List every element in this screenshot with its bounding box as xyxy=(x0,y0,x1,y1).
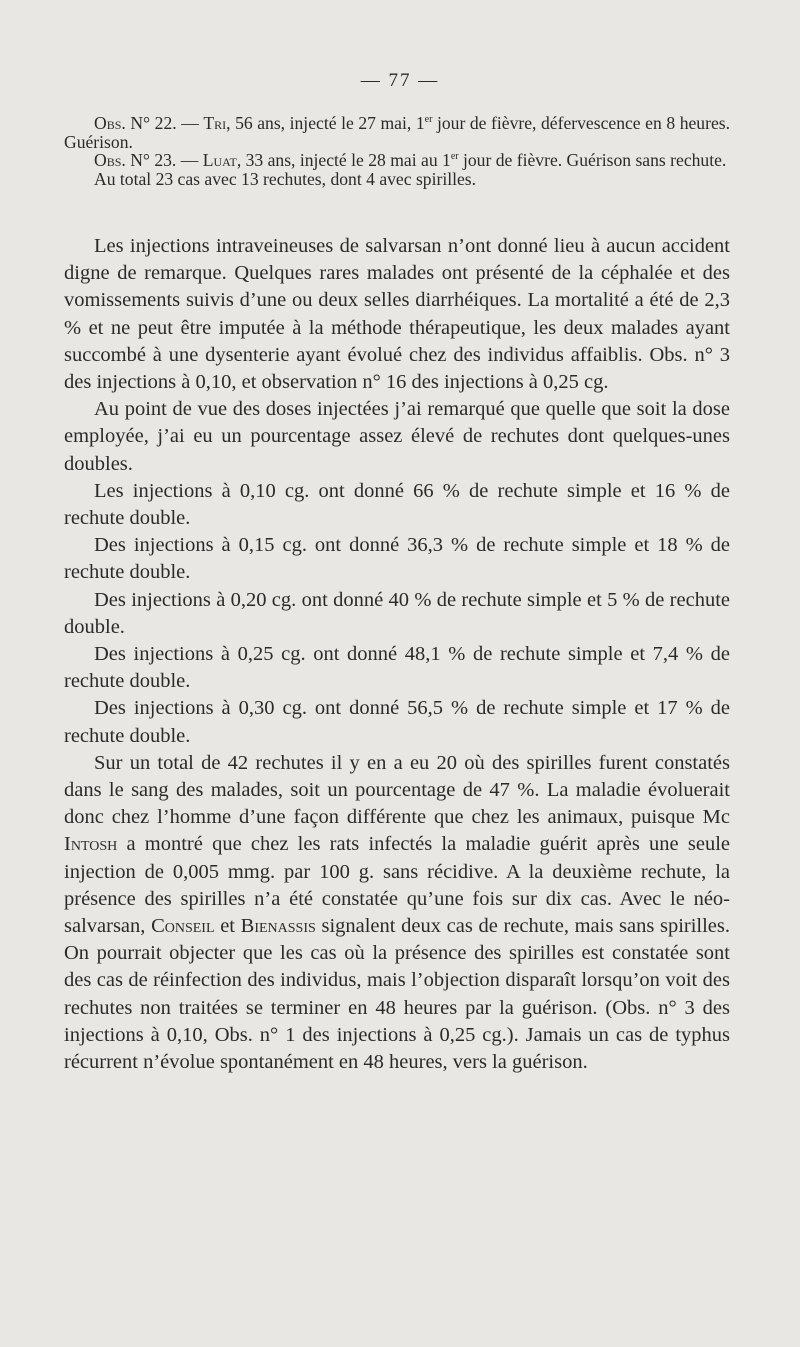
obs-label: Obs. xyxy=(94,113,126,133)
obs-text: jour de fièvre, défervescence en 8 heures. Guérison. xyxy=(64,113,731,152)
total-summary: Au total 23 cas avec 13 rechutes, dont 4 avec spirilles. xyxy=(94,168,477,189)
ordinal-sup: er xyxy=(424,114,433,125)
obs-number: N° 22. — xyxy=(125,113,204,133)
paragraph-dose-020: Des injections à 0,20 cg. ont donné 40 % de rechute simple et 5 % de rechute double. xyxy=(64,588,730,638)
text-run: et xyxy=(214,915,241,938)
paragraph-dose-030: Des injections à 0,30 cg. ont donné 56,5 % de rechute simple et 17 % de rechute double. xyxy=(64,697,730,747)
author-name: Bienassis xyxy=(240,915,316,938)
patient-name: Tri xyxy=(203,113,227,133)
paragraph-dose-010: Les injections à 0,10 cg. ont donné 66 % de rechute simple et 16 % de rechute double. xyxy=(64,479,730,530)
observation-23 xyxy=(64,151,730,170)
text-run: Sur un total de 42 rechutes il y en a eu 20 où des spirilles furent constatés dans le sang des malades, soit un pourcentage de 47 %. La maladie évoluerait donc chez l’homme d’une façon différente que chez les animaux, puisque Mc xyxy=(64,751,730,829)
author-name: Intosh xyxy=(64,833,118,856)
obs-number: N° 23. — xyxy=(125,150,203,170)
text-run: a montré que chez les rats infectés la maladie guérit après une seule injection de 0,005 mmg. par 100 g. sans récidive. A la deuxième rechute, la présence des spirilles n’a été constatée qu’une fois sur dix cas. Avec le néo-salvarsan, xyxy=(64,833,730,938)
author-name: Conseil xyxy=(151,915,215,938)
page-number: — 77 — xyxy=(360,70,440,91)
paragraph-spirilles xyxy=(64,750,730,1076)
paragraph-salvarsan: Les injections intraveineuses de salvarsan n’ont donné lieu à aucun accident digne de remarque. Quelques rares malades ont présenté de la céphalée et des vomissements suivis d’une ou deux selles diarrhéiques. La mortalité a été de 2,3 % et ne peut être imputée à la méthode thérapeutique, les deux malades ayant succombé à une dysenterie ayant évolué chez des individus affaiblis. Obs. n° 3 des injections à 0,10, et observation n° 16 des injections à 0,25 cg. xyxy=(64,235,730,394)
obs-text: , 56 ans, injecté le 27 mai, 1 xyxy=(226,113,425,133)
paragraph-dose-025: Des injections à 0,25 cg. ont donné 48,1 % de rechute simple et 7,4 % de rechute double. xyxy=(64,643,730,693)
text-run: signalent deux cas de rechute, mais sans spirilles. On pourrait objecter que les cas où la présence des spirilles est constatée sont des cas de réinfection des individus, mais l’objection disparaît lorsqu’on voit des rechutes non traitées se terminer en 48 heures par la guérison. (Obs. n° 3 des injections à 0,10, Obs. n° 1 des injections à 0,25 cg.). Jamais un cas de typhus récurrent n’évolue spontanément en 48 heures, vers la guérison. xyxy=(64,915,731,1074)
obs-label: Obs. xyxy=(94,150,126,170)
main-text xyxy=(64,233,730,1076)
obs-text: , 33 ans, injecté le 28 mai au 1 xyxy=(236,150,451,170)
ordinal-sup: er xyxy=(450,151,459,162)
observation-22 xyxy=(64,114,730,151)
observations-block xyxy=(64,114,730,188)
obs-text: jour de fièvre. Guérison sans rechute. xyxy=(458,150,727,170)
paragraph-doses: Au point de vue des doses injectées j’ai remarqué que quelle que soit la dose employée, j’ai eu un pourcentage assez élevé de rechutes dont quelques-unes doubles. xyxy=(64,398,730,475)
patient-name: Luat xyxy=(202,150,237,170)
paragraph-dose-015: Des injections à 0,15 cg. ont donné 36,3 % de rechute simple et 18 % de rechute double. xyxy=(64,534,730,584)
